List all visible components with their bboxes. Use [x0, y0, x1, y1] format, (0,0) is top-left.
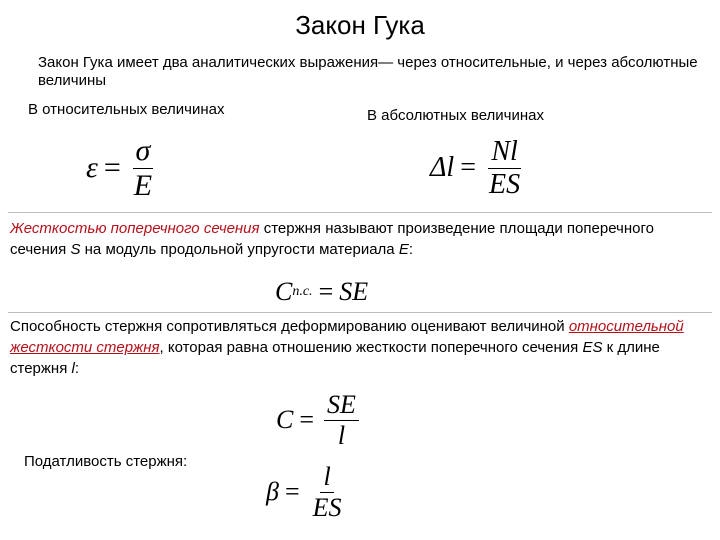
rigidity-var-es: ES — [582, 339, 603, 356]
formula-absolute-den: ES — [489, 168, 521, 200]
formula-compliance-eq: = — [284, 477, 300, 506]
formula-rigidity — [276, 389, 359, 450]
formula-rigidity-fraction — [324, 389, 359, 450]
formula-relative — [86, 133, 155, 202]
stiffness-text-2: на модуль продольной упругости материала — [80, 241, 399, 258]
right-heading: В абсолютных величинах — [367, 107, 544, 124]
formula-relative-fraction — [131, 133, 155, 202]
formula-compliance-num: l — [320, 464, 333, 493]
rigidity-var-l: l — [71, 360, 75, 377]
divider-top — [8, 212, 712, 213]
formula-section-lhs: C — [275, 277, 293, 306]
formula-rigidity-lhs: C — [276, 405, 294, 434]
formula-section-eq: = — [318, 277, 334, 306]
rigidity-text-2: , которая равна отношению жесткости поперечного сечения — [159, 339, 583, 356]
formula-rigidity-eq: = — [299, 405, 315, 434]
formula-compliance — [266, 462, 345, 522]
stiffness-paragraph — [10, 218, 710, 260]
stiffness-var-e: E — [398, 241, 409, 258]
formula-absolute-num: Nl — [488, 138, 520, 169]
stiffness-term: Жесткостью поперечного сечения — [10, 220, 260, 237]
rigidity-text-1: Способность стержня сопротивляться деформированию оценивают величиной — [10, 318, 569, 335]
formula-absolute-lhs: Δl — [430, 152, 455, 183]
formula-relative-den: E — [133, 168, 153, 202]
rigidity-term: относительной жесткости стержня — [10, 318, 684, 356]
left-heading: В относительных величинах — [28, 101, 225, 118]
formula-section-rhs: SE — [339, 277, 369, 306]
formula-compliance-fraction — [310, 461, 345, 522]
divider-middle — [8, 312, 712, 313]
formula-relative-lhs: ε — [86, 151, 98, 184]
rigidity-text-3: к длине стержня — [10, 339, 660, 377]
formula-absolute — [430, 135, 523, 200]
stiffness-text-3: : — [408, 241, 413, 258]
rigidity-paragraph — [10, 316, 710, 379]
formula-relative-num: σ — [133, 136, 154, 169]
intro-text: Закон Гука имеет два аналитических выражения— через относительные, и через абсолютные величины — [38, 54, 698, 89]
formula-relative-eq: = — [103, 151, 121, 184]
formula-compliance-den: ES — [312, 492, 342, 522]
rigidity-text-4: : — [74, 360, 80, 377]
slide-title: Закон Гука — [295, 10, 425, 40]
formula-section — [275, 274, 368, 310]
formula-rigidity-den: l — [337, 420, 346, 450]
formula-absolute-eq: = — [460, 152, 477, 183]
compliance-label: Податливость стержня: — [24, 453, 188, 470]
formula-rigidity-num: SE — [324, 392, 359, 421]
formula-compliance-lhs: β — [266, 477, 279, 506]
formula-absolute-fraction — [486, 135, 523, 200]
stiffness-var-s: S — [70, 241, 81, 258]
formula-section-subscript: п.с. — [292, 284, 313, 299]
stiffness-text-1: стержня называют произведение площади поперечного сечения — [10, 220, 654, 258]
